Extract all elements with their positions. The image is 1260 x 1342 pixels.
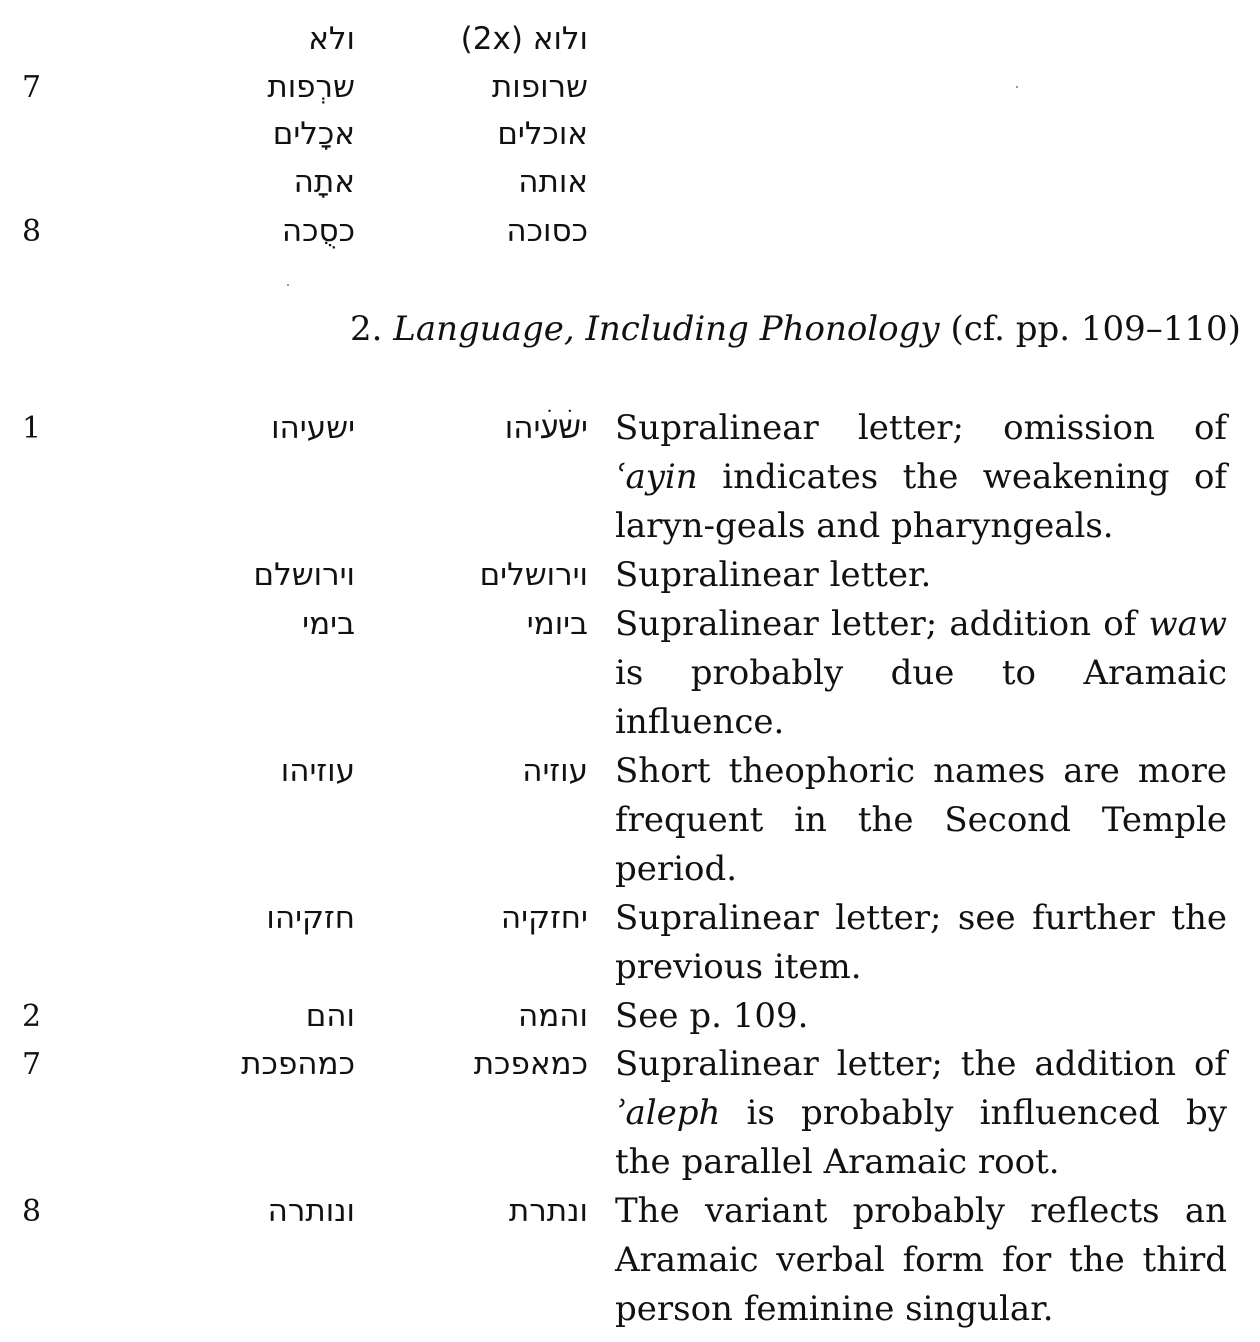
variant-comment [615,992,1227,1041]
hebrew-reading-scroll: אותה [518,164,588,200]
hebrew-reading-scroll: כסוכה [506,213,588,249]
hebrew-reading-left: עוזיהו [280,753,355,789]
comment-text: is probably influenced by the parallel Aramaic root. [615,1093,1227,1182]
comment-italic-term: ʿayin [615,457,698,497]
hebrew-reading-scroll: אוכלים [497,116,588,152]
comment-text: Supralinear letter; omission of [615,408,1227,448]
comment-text: Supralinear letter; addition of [615,604,1149,644]
variant-comment [615,404,1227,551]
hebrew-reading-left: ישעיהו [271,410,355,446]
hebrew-reading-scroll: והמה [517,998,588,1034]
comment-text: Supralinear letter; see further the previous item. [615,898,1227,987]
print-speck [287,284,289,286]
hebrew-reading-left: אכָלים [272,116,355,152]
comment-text: See p. 109. [615,996,809,1036]
hebrew-reading-scroll: כמאפכת [473,1046,588,1082]
hebrew-reading-left: ולא [308,21,355,57]
comment-italic-term: waw [1148,604,1227,644]
variant-comment [615,551,1227,600]
hebrew-reading-left: כסֻכה [281,213,355,249]
section-heading [350,304,1241,354]
verse-number: 8 [22,1194,42,1229]
verse-number: 7 [22,70,42,105]
hebrew-reading-scroll: וירושלים [479,557,588,593]
hebrew-reading-scroll: ונתרת [508,1193,588,1229]
hebrew-reading-scroll: שרופות [491,69,588,105]
hebrew-reading-scroll: ביומי [526,606,588,642]
comment-text: is probably due to Aramaic influence. [615,653,1227,742]
hebrew-reading-scroll: ולוא (2x) [460,21,588,57]
hebrew-reading-left: אתָה [293,164,355,200]
comment-text: Supralinear letter. [615,555,932,595]
hebrew-reading-left: שרְפות [267,69,355,105]
verse-number: 7 [22,1047,42,1082]
hebrew-reading-left: והם [305,998,355,1034]
variant-comment [615,747,1227,894]
hebrew-reading-left: כמהפכת [241,1046,355,1082]
verse-number: 8 [22,214,42,249]
hebrew-reading-scroll: עוזיה [522,753,588,789]
comment-text: Short theophoric names are more frequent in the Second Temple period. [615,751,1227,889]
variant-comment [615,894,1227,992]
comment-text: Supralinear letter; the addition of [615,1044,1227,1084]
verse-number: 1 [22,411,42,446]
comment-italic-term: ʾaleph [615,1093,721,1133]
variant-comment [615,600,1227,747]
verse-number: 2 [22,999,42,1034]
hebrew-reading-left: ונותרה [267,1193,355,1229]
comment-text: indicates the weakening of laryn-geals and pharyngeals. [615,457,1227,546]
print-speck [1016,86,1018,88]
variant-comment [615,1040,1227,1187]
hebrew-reading-left: בימי [302,606,355,642]
comment-text: The variant probably reflects an Aramaic verbal form for the third person feminine singular. [615,1191,1227,1329]
hebrew-reading-scroll: יחזקיה [500,900,588,936]
section-title-text: Language, Including Phonology [393,309,940,349]
hebrew-reading-left: חזקיהו [266,900,355,936]
hebrew-reading-scroll: ישׄעׄיהו [504,410,588,446]
variant-comment [615,1187,1227,1334]
section-page-reference: (cf. pp. 109–110) [950,309,1241,349]
section-number: 2. [350,309,383,349]
hebrew-reading-left: וירושלם [253,557,355,593]
